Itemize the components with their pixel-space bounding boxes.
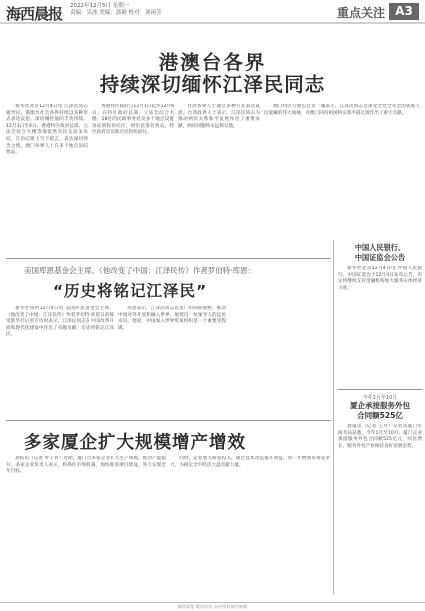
sidebar-headline-2[interactable] [336, 401, 424, 420]
sidebar-headline-2-line2: 合同额525亿 [357, 410, 403, 420]
lead-headline-line2: 持续深切缅怀江泽民同志 [99, 73, 326, 96]
sidebar-body-2: 晨报讯（记者 王丹）记者从厦门市商务局获悉，今年1月至10月，厦门企业承接服务外包合同额525亿元，同比增长，服务外包产业保持良好发展态势。 [338, 424, 422, 449]
story3-headline[interactable]: 多家厦企扩大规模增产增效 [24, 433, 246, 453]
lead-column-4: 澳门特区行政长官贺一诚表示，江泽民同志是深受全党全军全国各族人民爱戴的伟大领袖，对澳门回归祖国和实现平稳过渡作出了重大贡献。 [264, 104, 420, 116]
lead-column-1: 新华社北京12月4日电 江泽民同志逝世后，港澳台社会各界持续以多种形式表达哀思，深切缅怀他的丰功伟绩。12月3日至4日，香港特区政府总部、立法会综合大楼等地依然有民众前来吊唁，在吊唁册上写下留言，表达深切悼念之情。澳门各界人士在多个地点吊唁致哀。 [6, 104, 88, 156]
divider-line [6, 258, 331, 259]
sidebar-headline-2-line1: 厦企承接服务外包 [350, 401, 410, 410]
divider-line [338, 389, 422, 390]
sidebar-body-1: 新华社北京12月4日电 中国人民银行、中国证监会于12月4日发布公告，决定将继续支持金融机构加大服务实体经济力度。 [338, 266, 422, 291]
story2-headline[interactable]: “历史将铭记江泽民” [52, 282, 208, 300]
section-title: 重点关注 [336, 6, 385, 20]
story3-column-2: 同时，企业加大研发投入，通过技术改造提升效益，进一步增强市场竞争力，为稳定全市经济大盘贡献力量。 [170, 456, 330, 468]
newspaper-logo: 海西晨报 [6, 5, 63, 23]
story2-kicker: 美国库恩基金会主席、《他改变了中国：江泽民传》作者罗伯特·库恩： [24, 266, 256, 275]
lead-column-2: 香港特区政府自12月1日起至12月6日，在特区政府总部、立法会综合大楼、18区的民政事务处及多个地点设置吊唁册和吊唁区，供市民签名致哀。特区政府官员和市民纷纷前往。 [92, 104, 174, 136]
sidebar-headline-1-line2: 中国证监会公告 [354, 252, 406, 262]
story2-column-2: 库恩表示，江泽民同志以宽广的国际视野，推动中国对外开放和融入世界，展现出一位领导人的远见卓识。他说，中国加入世界贸易组织是一个重要里程碑。 [118, 306, 226, 331]
lead-column-3: 台湾各界人士通过多种方式表达哀思。台湾政界人士表示，江泽民同志为推动两岸关系和平发展作出了重要贡献，两岸同胞将永远铭记他。 [178, 104, 260, 129]
sidebar-kicker-2: 今年1月至10月 [362, 395, 398, 401]
masthead [0, 0, 425, 24]
issue-date [70, 3, 162, 17]
page-footer: 海西晨报 版权所有 未经授权请勿转载 [0, 602, 425, 611]
story3-column-1: 晨报讯（记者 叶子青）近期，厦门市多家企业扩大生产规模，推动产能提升。多家企业负责人表示，将抓住市场机遇，加快推进项目建设，努力实现全年目标。 [6, 456, 166, 475]
story2-column-1: 新华社纽约12月4日电 美国库恩基金会主席、《他改变了中国：江泽民传》作者罗伯特·库恩日前接受新华社记者专访时表示，江泽民同志在中国改革开放和现代化建设中作出了卓越贡献，历史将铭记江泽民。 [6, 306, 114, 338]
page-number-badge: A3 [389, 3, 419, 20]
lead-headline[interactable] [0, 52, 425, 96]
date-line-1: 2022年12月5日 星期一 [70, 3, 130, 9]
column-rule [333, 240, 334, 595]
sidebar-headline-1[interactable] [336, 243, 424, 262]
lead-headline-line1: 港澳台各界 [158, 51, 267, 74]
divider-line [6, 420, 331, 421]
date-line-2: 责编：吴冰 美编：郭毅 校对：刘雨芳 [70, 10, 162, 16]
sidebar-headline-1-line1: 中国人民银行、 [354, 243, 406, 252]
